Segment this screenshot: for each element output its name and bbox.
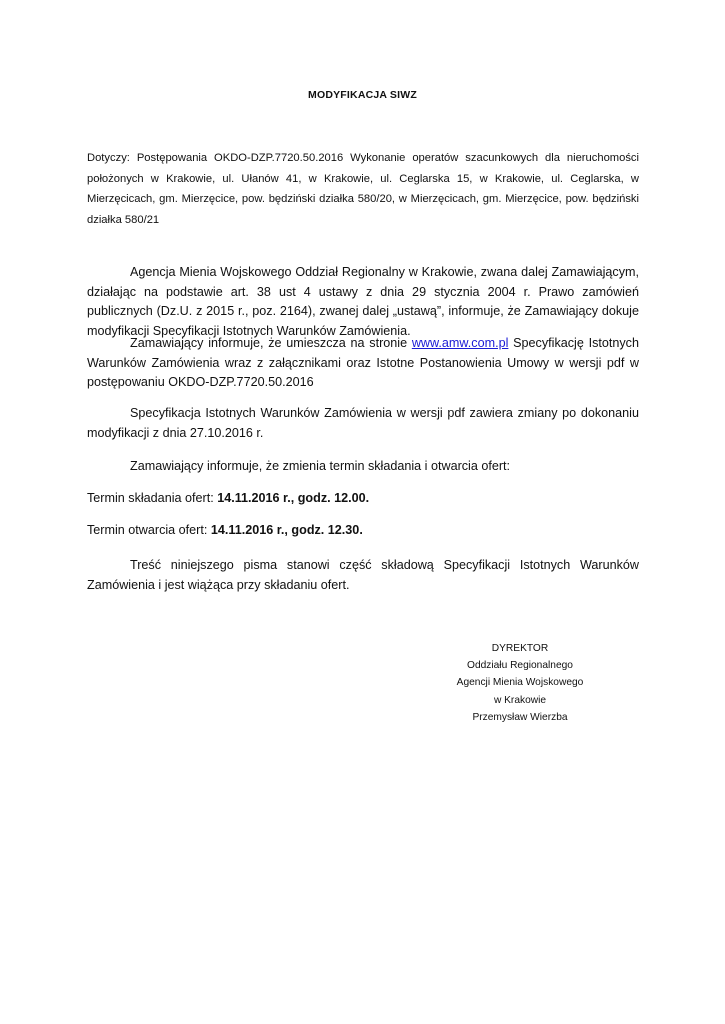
signature-agency: Agencji Mienia Wojskowego (456, 677, 584, 689)
signature-city: w Krakowie (493, 694, 547, 706)
opening-deadline-value: 14.11.2016 r., godz. 12.30. (210, 523, 363, 537)
paragraph-publication-text-end: Specyfikację Istotnych Warunków Zamówienia wraz z załącznikami oraz Istotne Postanowienia Umowy w wersji pdf w postępowaniu OKDO-DZP.7720.50.2016 (87, 336, 639, 389)
opening-deadline-label: Termin otwarcia ofert: (87, 523, 211, 537)
signature-block (440, 640, 600, 726)
opening-deadline (87, 521, 639, 541)
document-title: MODYFIKACJA SIWZ (308, 89, 417, 101)
paragraph-binding: Treść niniejszego pisma stanowi część składową Specyfikacji Istotnych Warunków Zamówienia i jest wiążąca przy składaniu ofert. (87, 558, 639, 592)
paragraph-legal-basis: Agencja Mienia Wojskowego Oddział Regionalny w Krakowie, zwana dalej Zamawiającym, działając na podstawie art. 38 ust 4 ustawy z dnia 29 stycznia 2004 r. Prawo zamówień publicznych (Dz.U. z 2015 r., poz. 2164), zwanej dalej „ustawą”, informuje, że Zamawiający dokuje modyfikacji Specyfikacji Istotnych Warunków Zamówienia. (87, 265, 639, 338)
paragraph-publication-text-start: Zamawiający informuje, że umieszcza na stronie (130, 336, 412, 350)
signature-department: Oddziału Regionalnego (467, 660, 573, 672)
submission-deadline-value: 14.11.2016 r., godz. 12.00. (217, 491, 370, 505)
regarding-text: Dotyczy: Postępowania OKDO-DZP.7720.50.2016 Wykonanie operatów szacunkowych dla nieruchomości położonych w Krakowie, ul. Ułanów 41, w Krakowie, ul. Ceglarska 15, w Krakowie, ul. Ceglarska, w Mierzęcicach, gm. Mierzęcice, pow. będziński działka 580/20, w Mierzęcicach, gm. Mierzęcice, pow. będziński działka 580/21 (87, 152, 639, 226)
paragraph-changes: Specyfikacja Istotnych Warunków Zamówienia w wersji pdf zawiera zmiany po dokonaniu modyfikacji z dnia 27.10.2016 r. (87, 406, 639, 440)
website-link[interactable]: www.amw.com.pl (411, 336, 509, 350)
paragraph-publication (87, 334, 639, 393)
signature-name: Przemysław Wierzba (472, 711, 568, 723)
submission-deadline-label: Termin składania ofert: (87, 491, 218, 505)
submission-deadline (87, 489, 639, 509)
signature-title: DYREKTOR (491, 643, 549, 654)
paragraph-deadline-change: Zamawiający informuje, że zmienia termin składania i otwarcia ofert: (130, 459, 511, 473)
